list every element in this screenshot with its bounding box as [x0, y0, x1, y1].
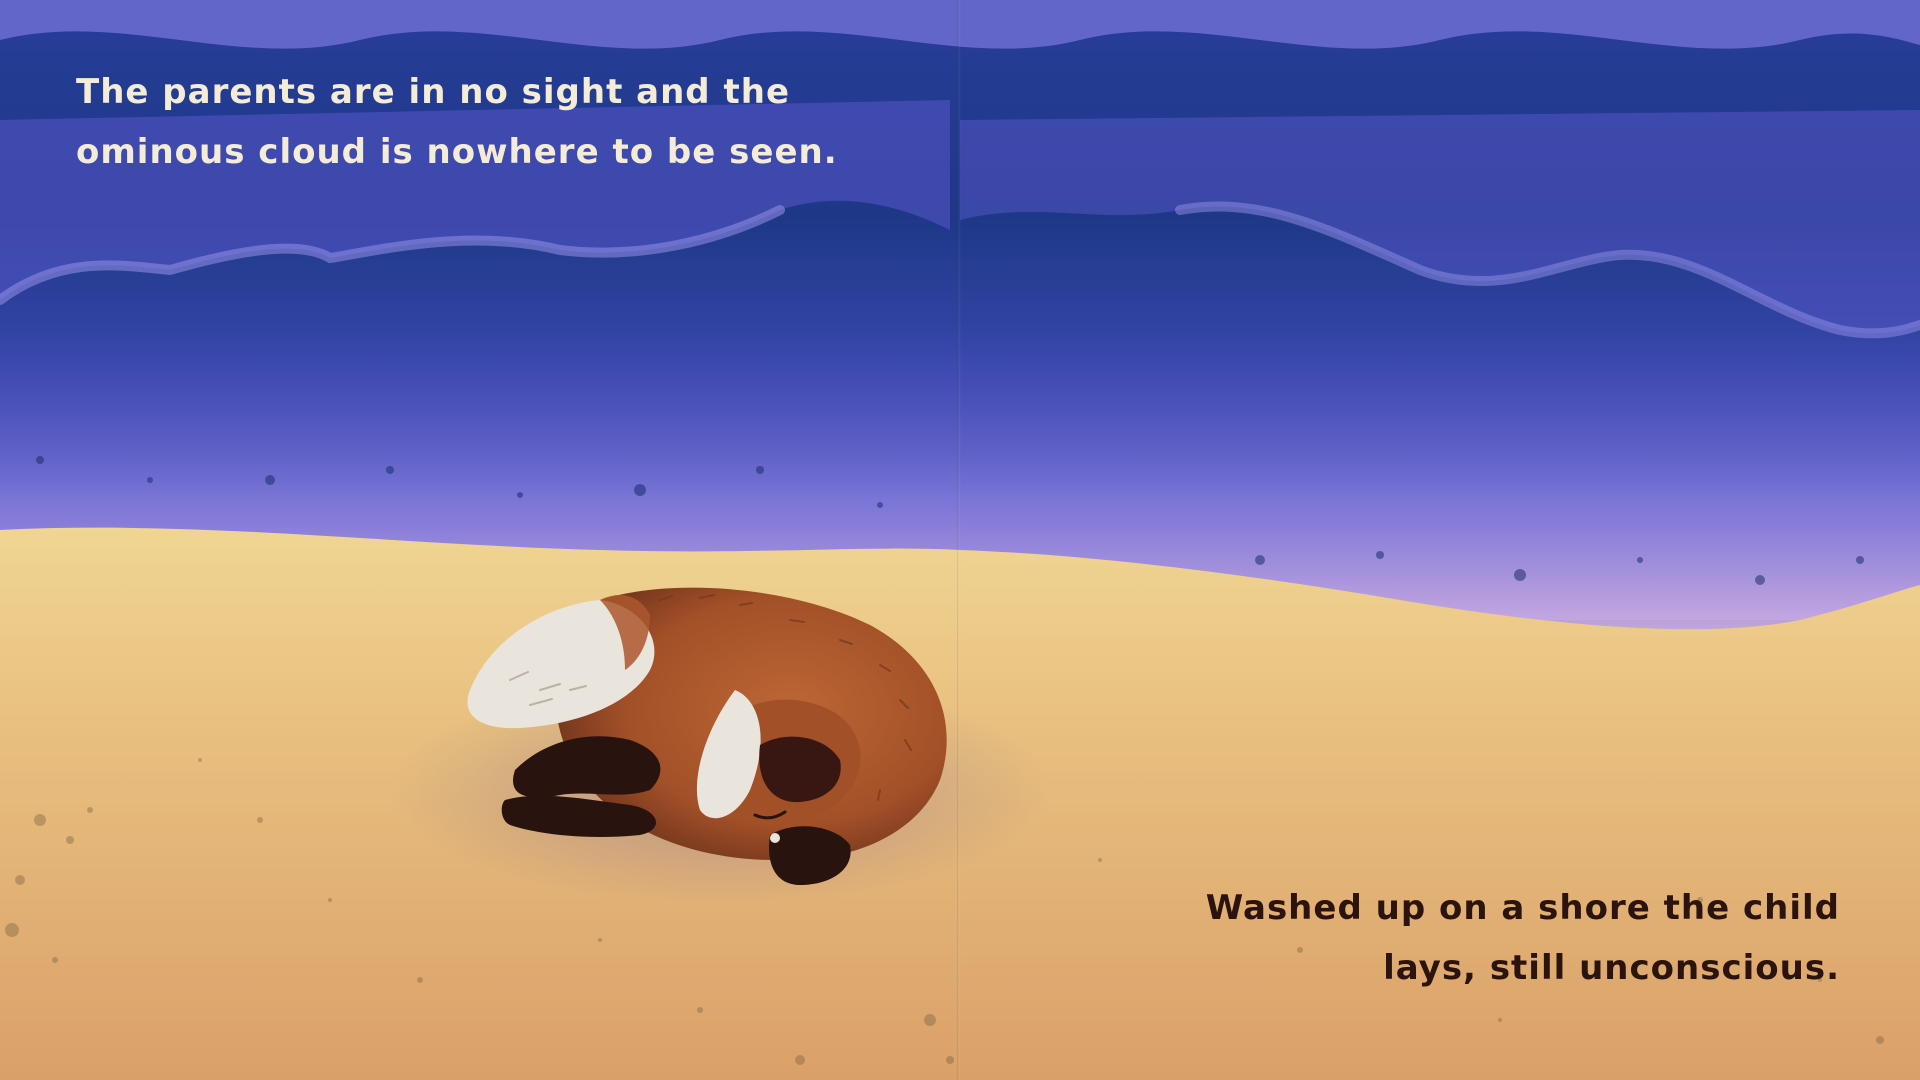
caption-line: lays, still unconscious.: [1383, 948, 1840, 988]
right-page-caption: [1206, 878, 1840, 998]
caption-line: ominous cloud is nowhere to be seen.: [76, 132, 838, 172]
page-gutter: [957, 0, 961, 1080]
caption-line: The parents are in no sight and the: [76, 72, 791, 112]
left-page-caption: [76, 62, 838, 182]
caption-line: Washed up on a shore the child: [1205, 888, 1840, 928]
